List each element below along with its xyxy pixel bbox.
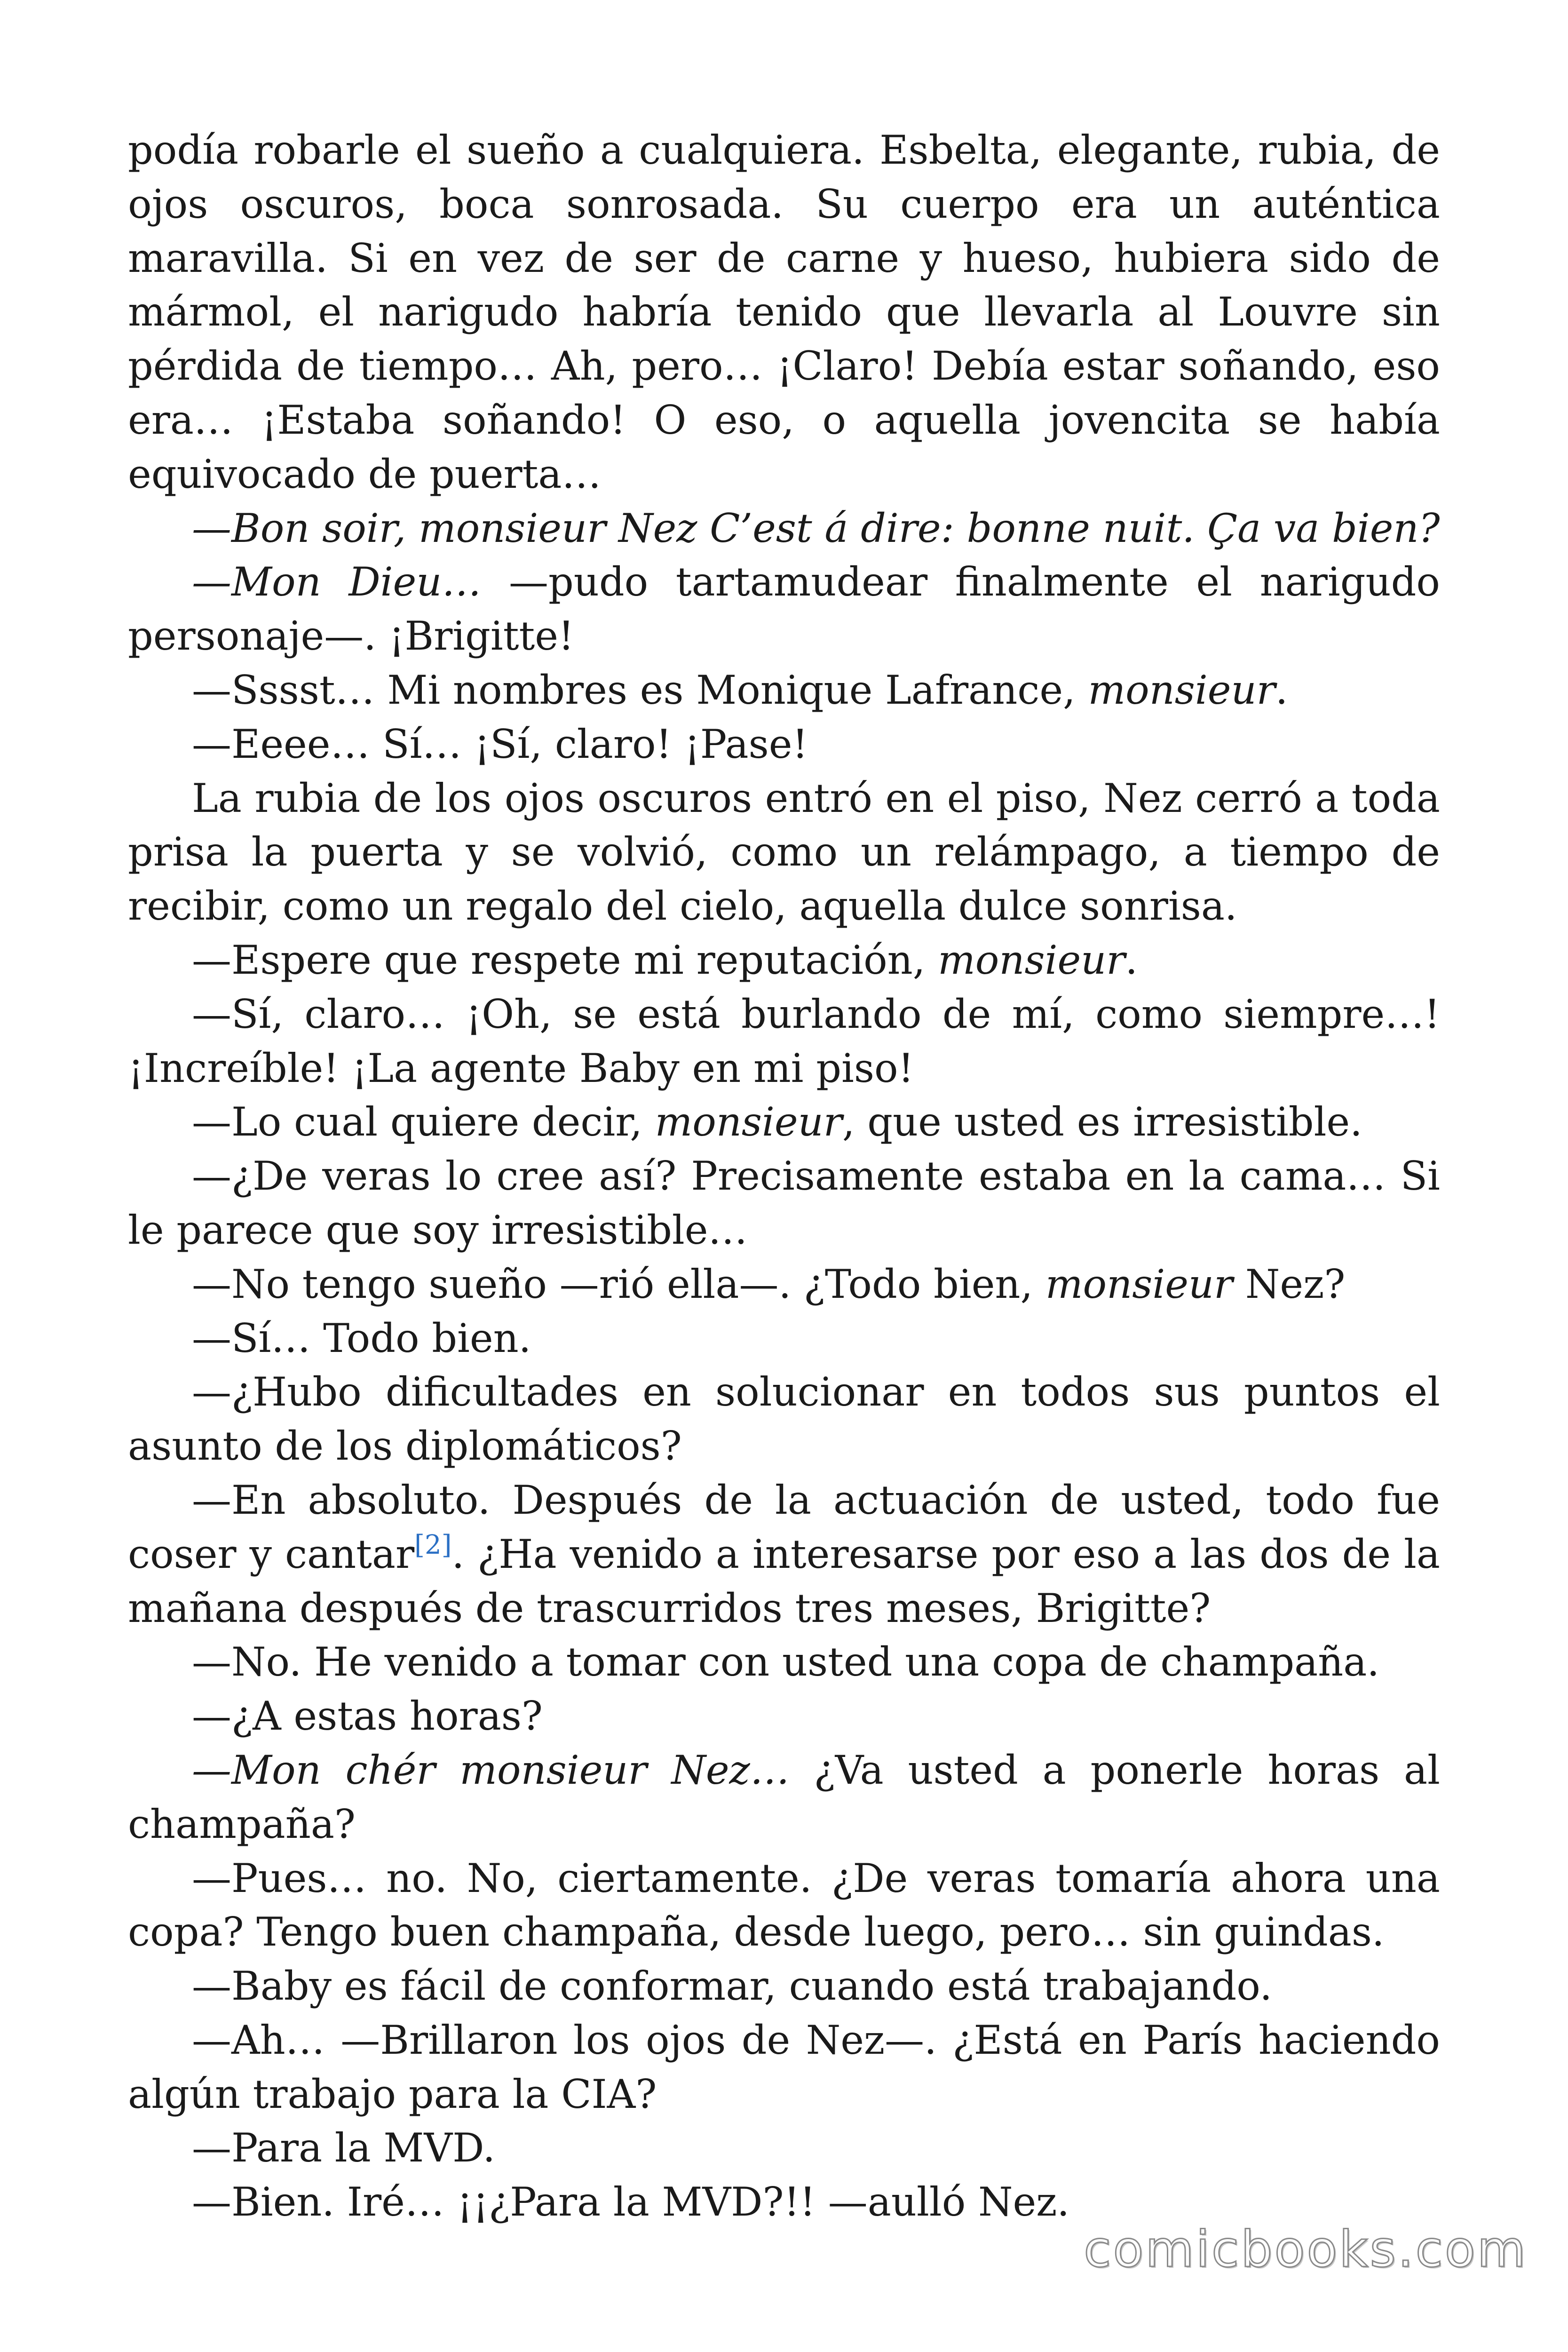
dialogue-paragraph xyxy=(128,933,1440,987)
text-run: —Sssst… Mi nombres es Monique Lafrance, xyxy=(192,667,1088,713)
book-page-body xyxy=(128,123,1440,2229)
dialogue-paragraph xyxy=(128,1257,1440,1311)
italic-text: —Mon Dieu… xyxy=(192,559,482,605)
dialogue-paragraph xyxy=(128,1635,1440,1689)
text-run: —En absoluto. Después de la actuación de usted, todo fue coser y cantar xyxy=(128,1477,1440,1577)
footnote-link[interactable]: [2] xyxy=(414,1529,452,1560)
dialogue-paragraph xyxy=(128,2121,1440,2175)
text-run: —pudo tartamudear finalmente el narigudo personaje—. ¡Brigitte! xyxy=(128,559,1440,660)
text-run: ¿Va usted a ponerle horas al champaña? xyxy=(128,1747,1440,1847)
text-run: —Sí, claro… ¡Oh, se está burlando de mí, como siempre…! ¡Increíble! ¡La agente Baby en mi piso! xyxy=(128,991,1440,1091)
text-run: La rubia de los ojos oscuros entró en el piso, Nez cerró a toda prisa la puerta y se volvió, como un relámpago, a tiempo de recibir, como un regalo del cielo, aquella dulce sonrisa. xyxy=(128,775,1440,930)
italic-text: monsieur xyxy=(1088,667,1275,713)
text-run: —Espere que respete mi reputación, xyxy=(192,937,938,983)
dialogue-paragraph xyxy=(128,1149,1440,1257)
text-run: —¿Hubo dificultades en solucionar en todos sus puntos el asunto de los diplomáticos? xyxy=(128,1369,1440,1470)
text-run: —No tengo sueño —rió ella—. ¿Todo bien, xyxy=(192,1261,1045,1307)
dialogue-paragraph xyxy=(128,663,1440,717)
dialogue-paragraph xyxy=(128,987,1440,1096)
text-run: . xyxy=(1125,937,1138,983)
watermark-logo: comicbooks.com xyxy=(1084,2220,1528,2278)
italic-text: monsieur xyxy=(938,937,1125,983)
text-run: —Ah… —Brillaron los ojos de Nez—. ¿Está en París haciendo algún trabajo para la CIA? xyxy=(128,2017,1440,2117)
dialogue-paragraph xyxy=(128,1365,1440,1473)
text-run: —No. He venido a tomar con usted una copa de champaña. xyxy=(192,1639,1380,1685)
text-run: —Para la MVD. xyxy=(192,2125,496,2171)
text-run: —Sí… Todo bien. xyxy=(192,1315,531,1361)
text-run: —Eeee… Sí… ¡Sí, claro! ¡Pase! xyxy=(192,721,808,767)
text-run: —Pues… no. No, ciertamente. ¿De veras tomaría ahora una copa? Tengo buen champaña, desde luego, pero… sin guindas. xyxy=(128,1855,1440,1955)
text-run: —Bien. Iré… ¡¡¿Para la MVD?!! —aulló Nez. xyxy=(192,2179,1070,2225)
dialogue-paragraph xyxy=(128,555,1440,663)
text-run: podía robarle el sueño a cualquiera. Esbelta, elegante, rubia, de ojos oscuros, boca sonrosada. Su cuerpo era un auténtica maravilla. Si en vez de ser de carne y hueso, hubiera sido de mármol, el narigudo habría tenido que llevarla al Louvre sin pérdida de tiempo… Ah, pero… ¡Claro! Debía estar soñando, eso era… ¡Estaba soñando! O eso, o aquella jovencita se había equivocado de puerta… xyxy=(128,127,1440,497)
dialogue-paragraph xyxy=(128,1743,1440,1851)
dialogue-paragraph xyxy=(128,2013,1440,2122)
dialogue-paragraph xyxy=(128,1473,1440,1635)
text-run: —¿A estas horas? xyxy=(192,1693,543,1740)
text-run: . xyxy=(1275,667,1288,713)
dialogue-paragraph xyxy=(128,501,1440,556)
text-run: —¿De veras lo cree así? Precisamente estaba en la cama… Si le parece que soy irresistible… xyxy=(128,1153,1440,1253)
continuation-paragraph xyxy=(128,123,1440,501)
italic-text: —Mon chér monsieur Nez… xyxy=(192,1747,790,1793)
italic-text: —Bon soir, monsieur Nez C’est á dire: bonne nuit. Ça va bien? xyxy=(192,505,1440,551)
text-run: —Lo cual quiere decir, xyxy=(192,1099,655,1145)
dialogue-paragraph xyxy=(128,717,1440,771)
dialogue-paragraph xyxy=(128,1311,1440,1366)
text-run: —Baby es fácil de conformar, cuando está trabajando. xyxy=(192,1963,1273,2010)
italic-text: monsieur xyxy=(655,1099,842,1145)
text-run: , que usted es irresistible. xyxy=(842,1099,1362,1145)
dialogue-paragraph xyxy=(128,1959,1440,2013)
dialogue-paragraph xyxy=(128,1851,1440,1960)
dialogue-paragraph xyxy=(128,1095,1440,1149)
text-run: Nez? xyxy=(1233,1261,1346,1307)
dialogue-paragraph xyxy=(128,771,1440,933)
italic-text: monsieur xyxy=(1045,1261,1233,1307)
dialogue-paragraph xyxy=(128,1689,1440,1743)
text-run: . ¿Ha venido a interesarse por eso a las dos de la mañana después de trascurridos tres meses, Brigitte? xyxy=(128,1531,1440,1631)
